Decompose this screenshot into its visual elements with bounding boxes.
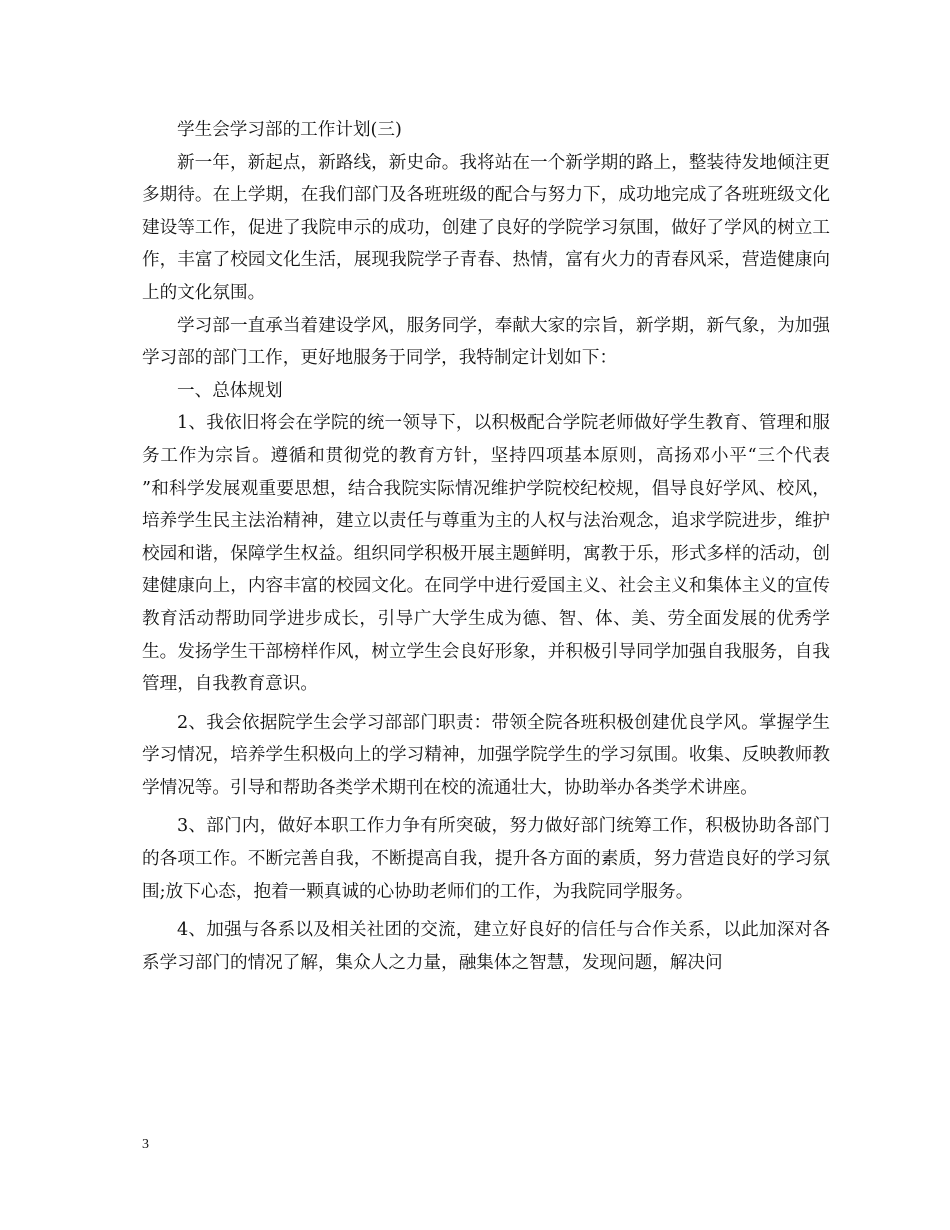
document-title: 学生会学习部的工作计划(三): [177, 120, 402, 140]
document-body: [142, 114, 830, 979]
page-number: 3: [142, 1137, 149, 1152]
list-item: 1、我依旧将会在学院的统一领导下，以积极配合学院老师做好学生教育、管理和服务工作为宗旨。遵循和贯彻党的教育方针，坚持四项基本原则，高扬邓小平“三个代表 ”和科学发展观重要思想，结合我院实际情况维护学院校纪校规，倡导良好学风、校风，培养学生民主法治精神，建立以责任与尊重为主的人权与法治观念，追求学院进步，维护校园和谐，保障学生权益。组织同学积极开展主题鲜明，寓教于乐，形式多样的活动，创建健康向上，内容丰富的校园文化。在同学中进行爱国主义、社会主义和集体主义的宣传教育活动帮助同学进步成长，引导广大学生成为德、智、体、美、劳全面发展的优秀学生。发扬学生干部榜样作风，树立学生会良好形象，并积极引导同学加强自我服务，自我管理，自我教育意识。: [142, 413, 830, 695]
list-item: 4、加强与各系以及相关社团的交流，建立好良好的信任与合作关系，以此加深对各系学习部门的情况了解，集众人之力量，融集体之智慧，发现问题，解决问: [142, 920, 830, 973]
section-heading: 一、总体规划: [177, 380, 283, 401]
list-item: 3、部门内，做好本职工作力争有所突破，努力做好部门统筹工作，积极协助各部门的各项工作。不断完善自我，不断提高自我，提升各方面的素质，努力营造良好的学习氛围;放下心态，抱着一颗真诚的心协助老师们的工作，为我院同学服务。: [142, 816, 830, 902]
paragraph-intro: 新一年，新起点，新路线，新史命。我将站在一个新学期的路上，整装待发地倾注更多期待。在上学期，在我们部门及各班班级的配合与努力下，成功地完成了各班班级文化建设等工作，促进了我院申示的成功，创建了良好的学院学习氛围，做好了学风的树立工作，丰富了校园文化生活，展现我院学子青春、热情，富有火力的青春风采，营造健康向上的文化氛围。: [142, 152, 830, 303]
list-item: 2、我会依据院学生会学习部部门职责：带领全院各班积极创建优良学风。掌握学生学习情况，培养学生积极向上的学习精神，加强学院学生的学习氛围。收集、反映教师教学情况等。引导和帮助各类学术期刊在校的流通壮大，协助举办各类学术讲座。: [142, 712, 830, 798]
paragraph-purpose: 学习部一直承当着建设学风，服务同学，奉献大家的宗旨，新学期，新气象，为加强学习部的部门工作，更好地服务于同学，我特制定计划如下：: [142, 315, 830, 369]
